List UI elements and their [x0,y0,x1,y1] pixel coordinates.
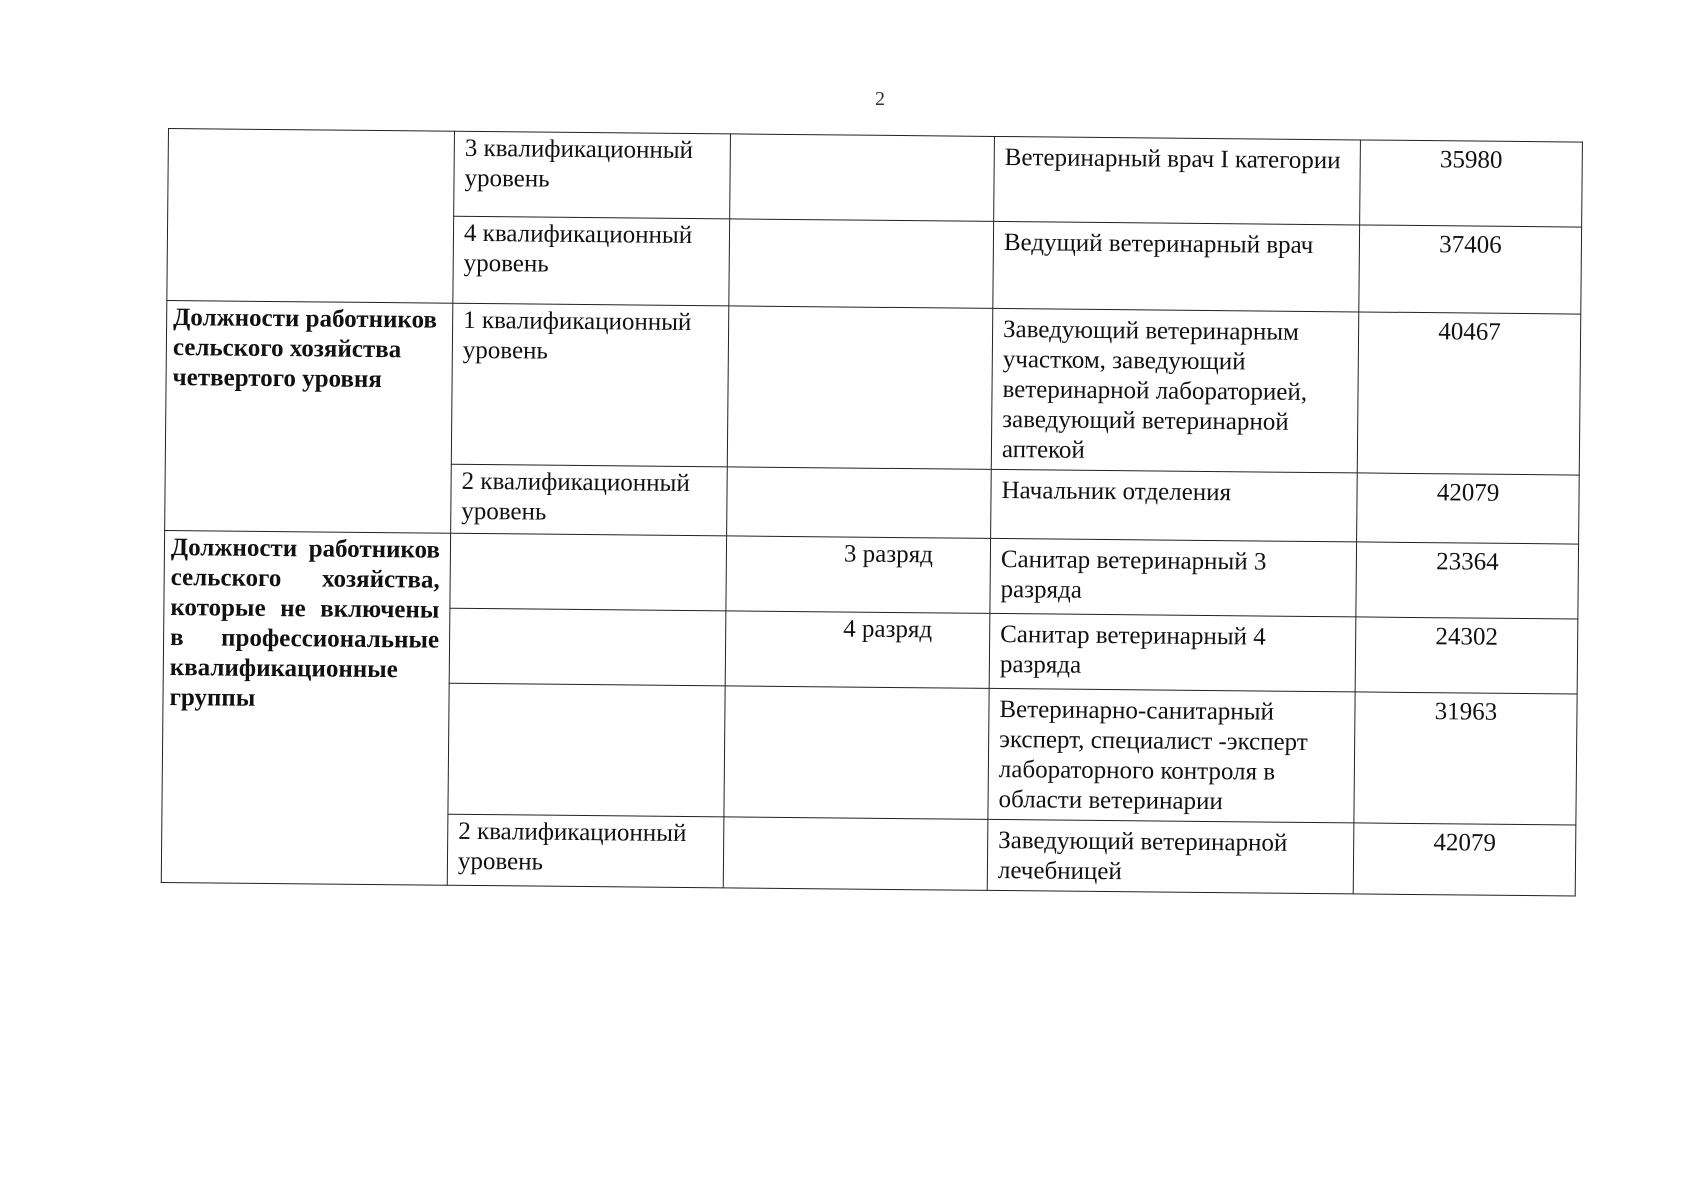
position-cell: Ветеринарный врач I категории [994,136,1361,225]
group-cell-not-included [161,530,450,885]
grade-cell [724,686,989,820]
salary-cell: 31963 [1354,692,1577,825]
qualification-level-cell [448,683,725,817]
qualification-level-cell: 4 квалификационный уровень [453,216,730,306]
salary-cell: 24302 [1355,617,1578,694]
qualification-level-cell [450,533,727,611]
position-cell: Заведующий ветеринарным участком, заведующий ветеринарной лабораторией, заведующий ветеринарной аптекой [991,308,1359,473]
qualification-level-cell: 2 квалификационный уровень [451,464,728,536]
table-row [164,530,1579,619]
salary-cell: 42079 [1353,823,1576,896]
grade-cell [723,817,988,891]
qualification-level-cell [449,608,726,686]
grade-cell [730,134,995,222]
table-row [168,129,1583,228]
grade-cell: 3 разряд [726,536,991,614]
position-cell: Санитар ветеринарный 4 разряда [989,613,1356,692]
grade-cell: 4 разряд [725,611,990,689]
salary-cell: 40467 [1357,312,1581,475]
qualification-level-cell: 2 квалификационный уровень [447,814,724,888]
qualification-level-cell: 3 квалификационный уровень [454,131,731,219]
position-cell: Ведущий ветеринарный врач [993,221,1360,312]
grade-cell [727,306,993,470]
salary-table [161,128,1583,897]
position-cell: Начальник отделения [991,469,1358,542]
qualification-level-cell: 1 квалификационный уровень [451,303,729,467]
grade-cell [729,219,994,309]
group-cell-continued [167,129,455,304]
group-label [175,131,444,134]
position-cell: Ветеринарно-санитарный эксперт, специалист -эксперт лабораторного контроля в области ветеринарии [988,688,1355,823]
table-row [165,300,1580,475]
salary-cell: 42079 [1357,473,1580,544]
page-number: 2 [875,88,885,110]
salary-cell: 35980 [1360,140,1583,227]
position-cell: Заведующий ветеринарной лечебницей [987,819,1354,894]
grade-cell [727,467,992,539]
position-cell: Санитар ветеринарный 3 разряда [990,538,1357,617]
salary-cell: 23364 [1356,542,1579,619]
document-table-wrapper [161,128,1583,897]
salary-cell: 37406 [1359,225,1582,314]
group-label: Должности работников сельского хозяйства четвертого уровня [172,304,438,394]
group-cell-fourth-level [165,300,453,533]
group-label: Должности работников сельского хозяйства, которые не включены в профессиональные квалификационные группы [169,534,441,712]
